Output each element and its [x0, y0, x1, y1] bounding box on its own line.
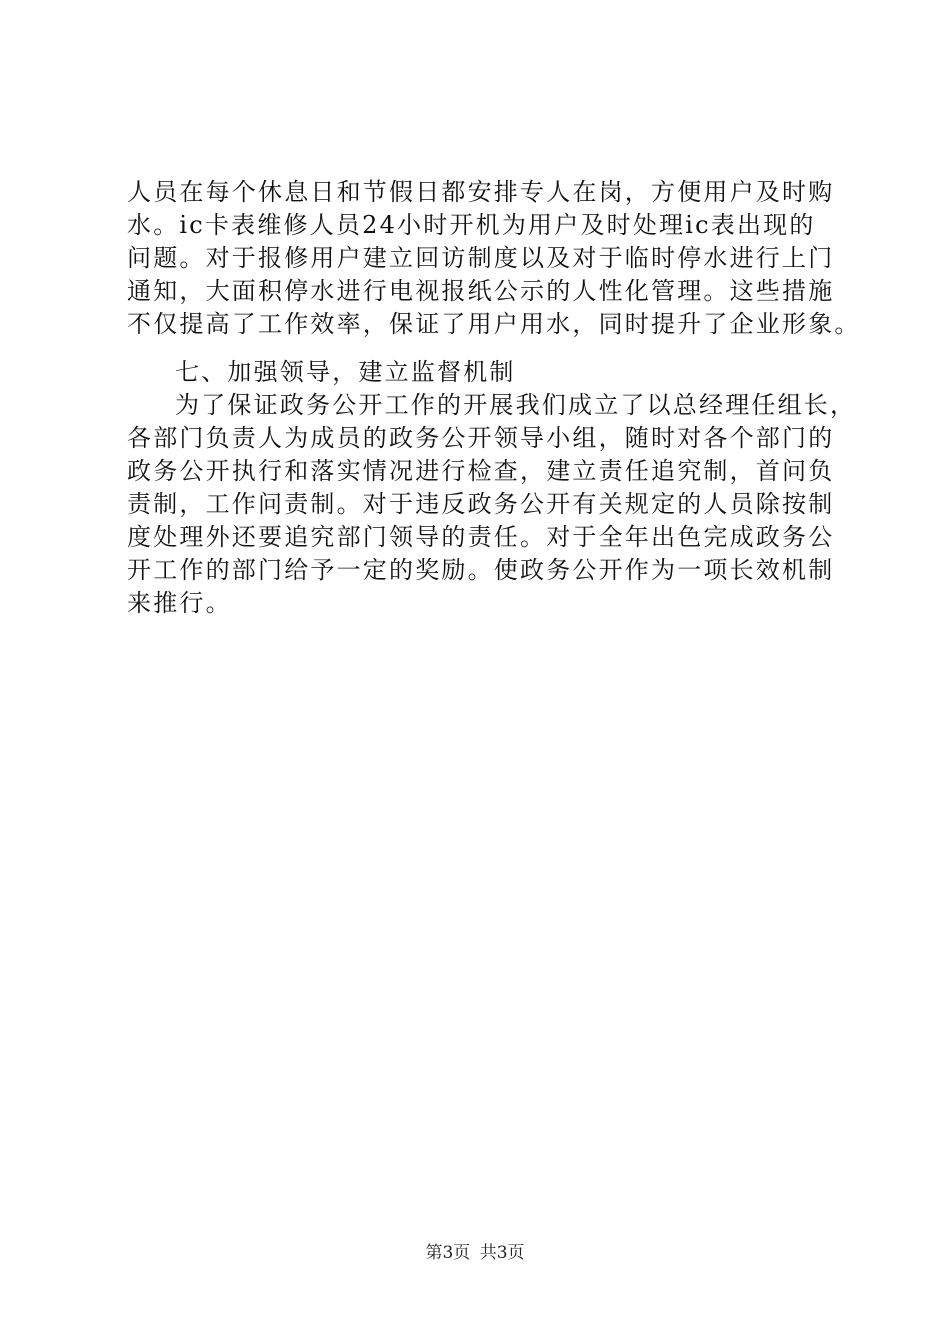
paragraph-line: 不仅提高了工作效率，保证了用户用水，同时提升了企业形象。 [127, 310, 861, 338]
paragraph-service-measures [127, 176, 861, 341]
page-footer [0, 1241, 950, 1265]
paragraph-line: 来推行。 [127, 589, 232, 617]
paragraph-leadership-supervision [127, 389, 857, 620]
section-heading-container [127, 356, 847, 389]
page-total: 共3页 [479, 1243, 525, 1263]
page-number: 第3页 [425, 1243, 471, 1263]
paragraph-line: 人员在每个休息日和节假日都安排专人在岗，方便用户及时购 [127, 178, 835, 206]
paragraph-line: 各部门负责人为成员的政务公开领导小组，随时对各个部门的 [127, 424, 835, 452]
section-heading: 七、加强领导，建立监督机制 [175, 358, 516, 386]
paragraph-line: 政务公开执行和落实情况进行检查，建立责任追究制，首问负 [127, 457, 835, 485]
paragraph-line: 通知，大面积停水进行电视报纸公示的人性化管理。这些措施 [127, 277, 835, 305]
paragraph-line: 度处理外还要追究部门领导的责任。对于全年出色完成政务公 [127, 523, 835, 551]
paragraph-line: 开工作的部门给予一定的奖励。使政务公开作为一项长效机制 [127, 556, 835, 584]
paragraph-line: 问题。对于报修用户建立回访制度以及对于临时停水进行上门 [127, 244, 835, 272]
paragraph-line: 为了保证政务公开工作的开展我们成立了以总经理任组长， [175, 391, 857, 419]
paragraph-line: 水。ic卡表维修人员24小时开机为用户及时处理ic表出现的 [127, 211, 816, 239]
paragraph-line: 责制，工作问责制。对于违反政务公开有关规定的人员除按制 [127, 490, 835, 518]
